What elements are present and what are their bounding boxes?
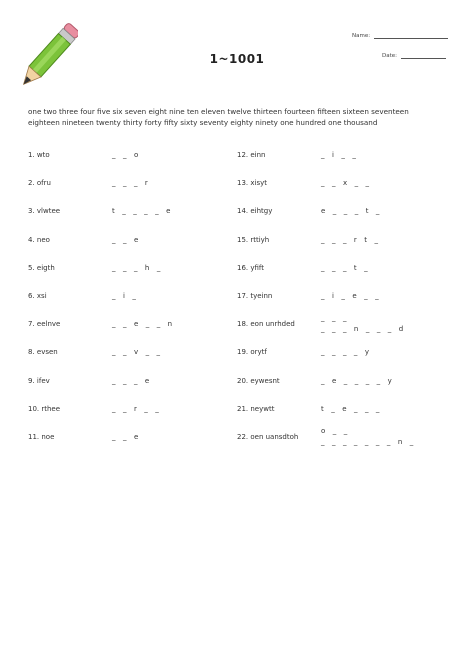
answer-blanks[interactable]: _ i _ _ — [321, 151, 357, 159]
exercise-clue: 14. eihtgy — [237, 207, 273, 216]
answer-blanks[interactable]: _ _ _ t _ — [321, 263, 368, 272]
answer-blanks-top[interactable]: o _ _ — [321, 427, 348, 435]
date-line — [401, 58, 446, 59]
exercise-clue: 4. neo — [28, 235, 50, 244]
exercise-clue: 12. einn — [237, 151, 266, 159]
exercise-clue: 16. yfift — [237, 263, 264, 272]
exercise-clue: 2. ofru — [28, 179, 51, 188]
answer-blanks[interactable]: _ _ _ h _ — [112, 263, 161, 272]
exercise-clue: 13. xisyt — [237, 179, 267, 188]
name-label: Name: — [352, 33, 371, 39]
name-line — [374, 38, 448, 39]
answer-blanks[interactable]: _ _ v _ _ — [112, 348, 161, 357]
exercise-clue: 1. wto — [28, 151, 50, 159]
word-bank-line: eighteen nineteen twenty thirty forty fifty sixty seventy eighty ninety one hundred one thousand — [28, 118, 378, 127]
exercise-clue: 9. ifev — [28, 376, 50, 385]
exercise-clue: 17. tyeinn — [237, 292, 273, 300]
word-bank — [28, 106, 448, 128]
answer-blanks[interactable]: e _ _ _ t _ — [321, 207, 380, 216]
answer-blanks[interactable]: _ _ _ _ _ _ _ n _ — [321, 438, 414, 446]
exercise-clue: 21. neywtt — [237, 404, 275, 413]
answer-blanks[interactable]: _ _ _ r — [112, 179, 149, 188]
answer-blanks-top[interactable]: _ _ _ — [321, 314, 347, 323]
exercise-clue: 8. evsen — [28, 348, 58, 357]
exercise-clue: 11. noe — [28, 433, 55, 441]
answer-blanks[interactable]: _ e _ _ _ _ y — [321, 376, 393, 385]
answer-blanks[interactable]: _ _ _ r t _ — [321, 235, 379, 244]
exercise-clue: 20. eywesnt — [237, 376, 280, 385]
answer-blanks[interactable]: _ _ e _ _ n — [112, 320, 173, 329]
answer-blanks[interactable]: t _ e _ _ _ — [321, 404, 380, 413]
answer-blanks[interactable]: _ _ r _ _ — [112, 404, 159, 413]
answer-blanks[interactable]: t _ _ _ _ e — [112, 207, 171, 216]
exercise-clue: 10. rthee — [28, 404, 61, 413]
answer-blanks[interactable]: _ _ x _ _ — [321, 179, 370, 188]
answer-blanks[interactable]: _ _ _ _ y — [321, 348, 370, 357]
exercise-clue: 15. rttiyh — [237, 235, 270, 244]
date-field[interactable] — [382, 53, 446, 59]
answer-blanks[interactable]: _ _ _ e — [112, 376, 150, 385]
exercise-clue: 18. eon unrhded — [237, 320, 295, 329]
exercise-clue: 6. xsi — [28, 292, 47, 300]
answer-blanks[interactable]: _ i _ e _ _ — [321, 292, 379, 300]
page-title: 1~1001 — [209, 52, 265, 66]
exercise-clue: 7. eelnve — [28, 320, 61, 329]
name-field[interactable] — [352, 33, 448, 39]
date-label: Date: — [382, 53, 397, 59]
word-bank-line: one two three four five six seven eight nine ten eleven twelve thirteen fourteen fifteen sixteen seventeen — [28, 107, 409, 116]
answer-blanks[interactable]: _ _ e — [112, 235, 139, 244]
exercise-clue: 19. orytf — [237, 348, 267, 357]
answer-blanks[interactable]: _ _ _ n _ _ _ d — [321, 325, 404, 334]
exercise-clue: 3. vlwtee — [28, 207, 61, 216]
answer-blanks[interactable]: _ _ e — [112, 433, 139, 441]
exercise-clue: 22. oen uansdtoh — [237, 433, 299, 441]
answer-blanks[interactable]: _ i _ — [112, 292, 137, 300]
exercise-clue: 5. eigth — [28, 263, 55, 272]
answer-blanks[interactable]: _ _ o — [112, 151, 139, 159]
